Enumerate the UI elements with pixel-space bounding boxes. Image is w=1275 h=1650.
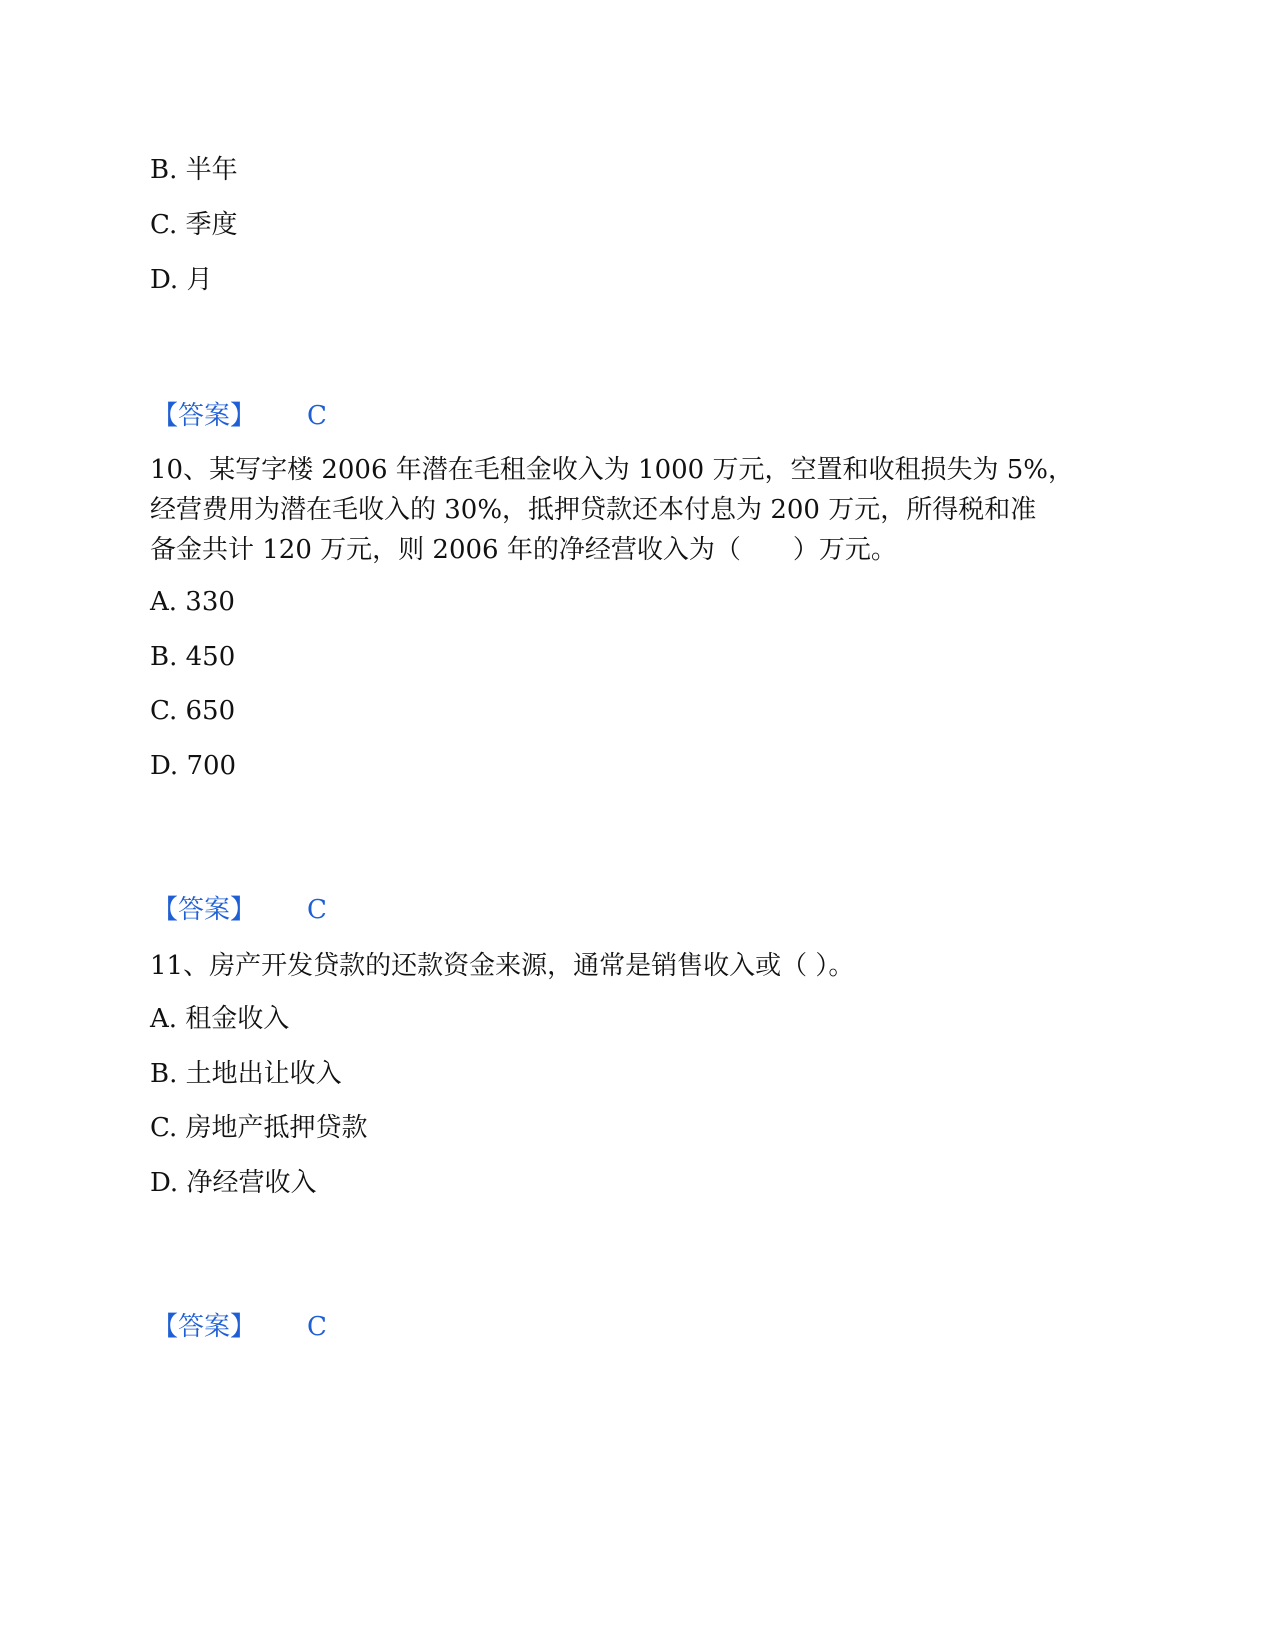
q9-option-d: D. 月 xyxy=(150,265,213,295)
q11-answer-value: C xyxy=(307,1312,327,1342)
q11-answer xyxy=(152,1307,327,1347)
q10-answer-label: 【答案】 xyxy=(152,895,257,925)
q9-option-c: C. 季度 xyxy=(150,210,238,240)
q10-question-line-3: 备金共计 120 万元，则 2006 年的净经营收入为（ ）万元。 xyxy=(150,535,897,565)
q10-option-d: D. 700 xyxy=(150,751,237,781)
q10-option-a: A. 330 xyxy=(150,587,235,617)
q9-answer xyxy=(152,396,327,436)
q10-answer xyxy=(152,890,327,930)
q10-question-line-2: 经营费用为潜在毛收入的 30%，抵押贷款还本付息为 200 万元，所得税和准 xyxy=(150,495,1037,525)
q9-answer-label: 【答案】 xyxy=(152,401,257,431)
q10-question xyxy=(150,450,1110,570)
q10-answer-value: C xyxy=(307,895,327,925)
q10-question-line-1: 10、某写字楼 2006 年潜在毛租金收入为 1000 万元，空置和收租损失为 5%， xyxy=(150,455,1074,485)
q11-answer-label: 【答案】 xyxy=(152,1312,257,1342)
q9-option-b: B. 半年 xyxy=(150,155,238,185)
q11-option-d: D. 净经营收入 xyxy=(150,1168,317,1198)
q11-question: 11、房产开发贷款的还款资金来源，通常是销售收入或（ ）。 xyxy=(150,951,855,981)
q11-option-a: A. 租金收入 xyxy=(150,1004,290,1034)
q10-option-b: B. 450 xyxy=(150,642,236,672)
q10-option-c: C. 650 xyxy=(150,696,236,726)
q11-option-c: C. 房地产抵押贷款 xyxy=(150,1113,368,1143)
q9-answer-value: C xyxy=(307,401,327,431)
q11-option-b: B. 土地出让收入 xyxy=(150,1059,342,1089)
